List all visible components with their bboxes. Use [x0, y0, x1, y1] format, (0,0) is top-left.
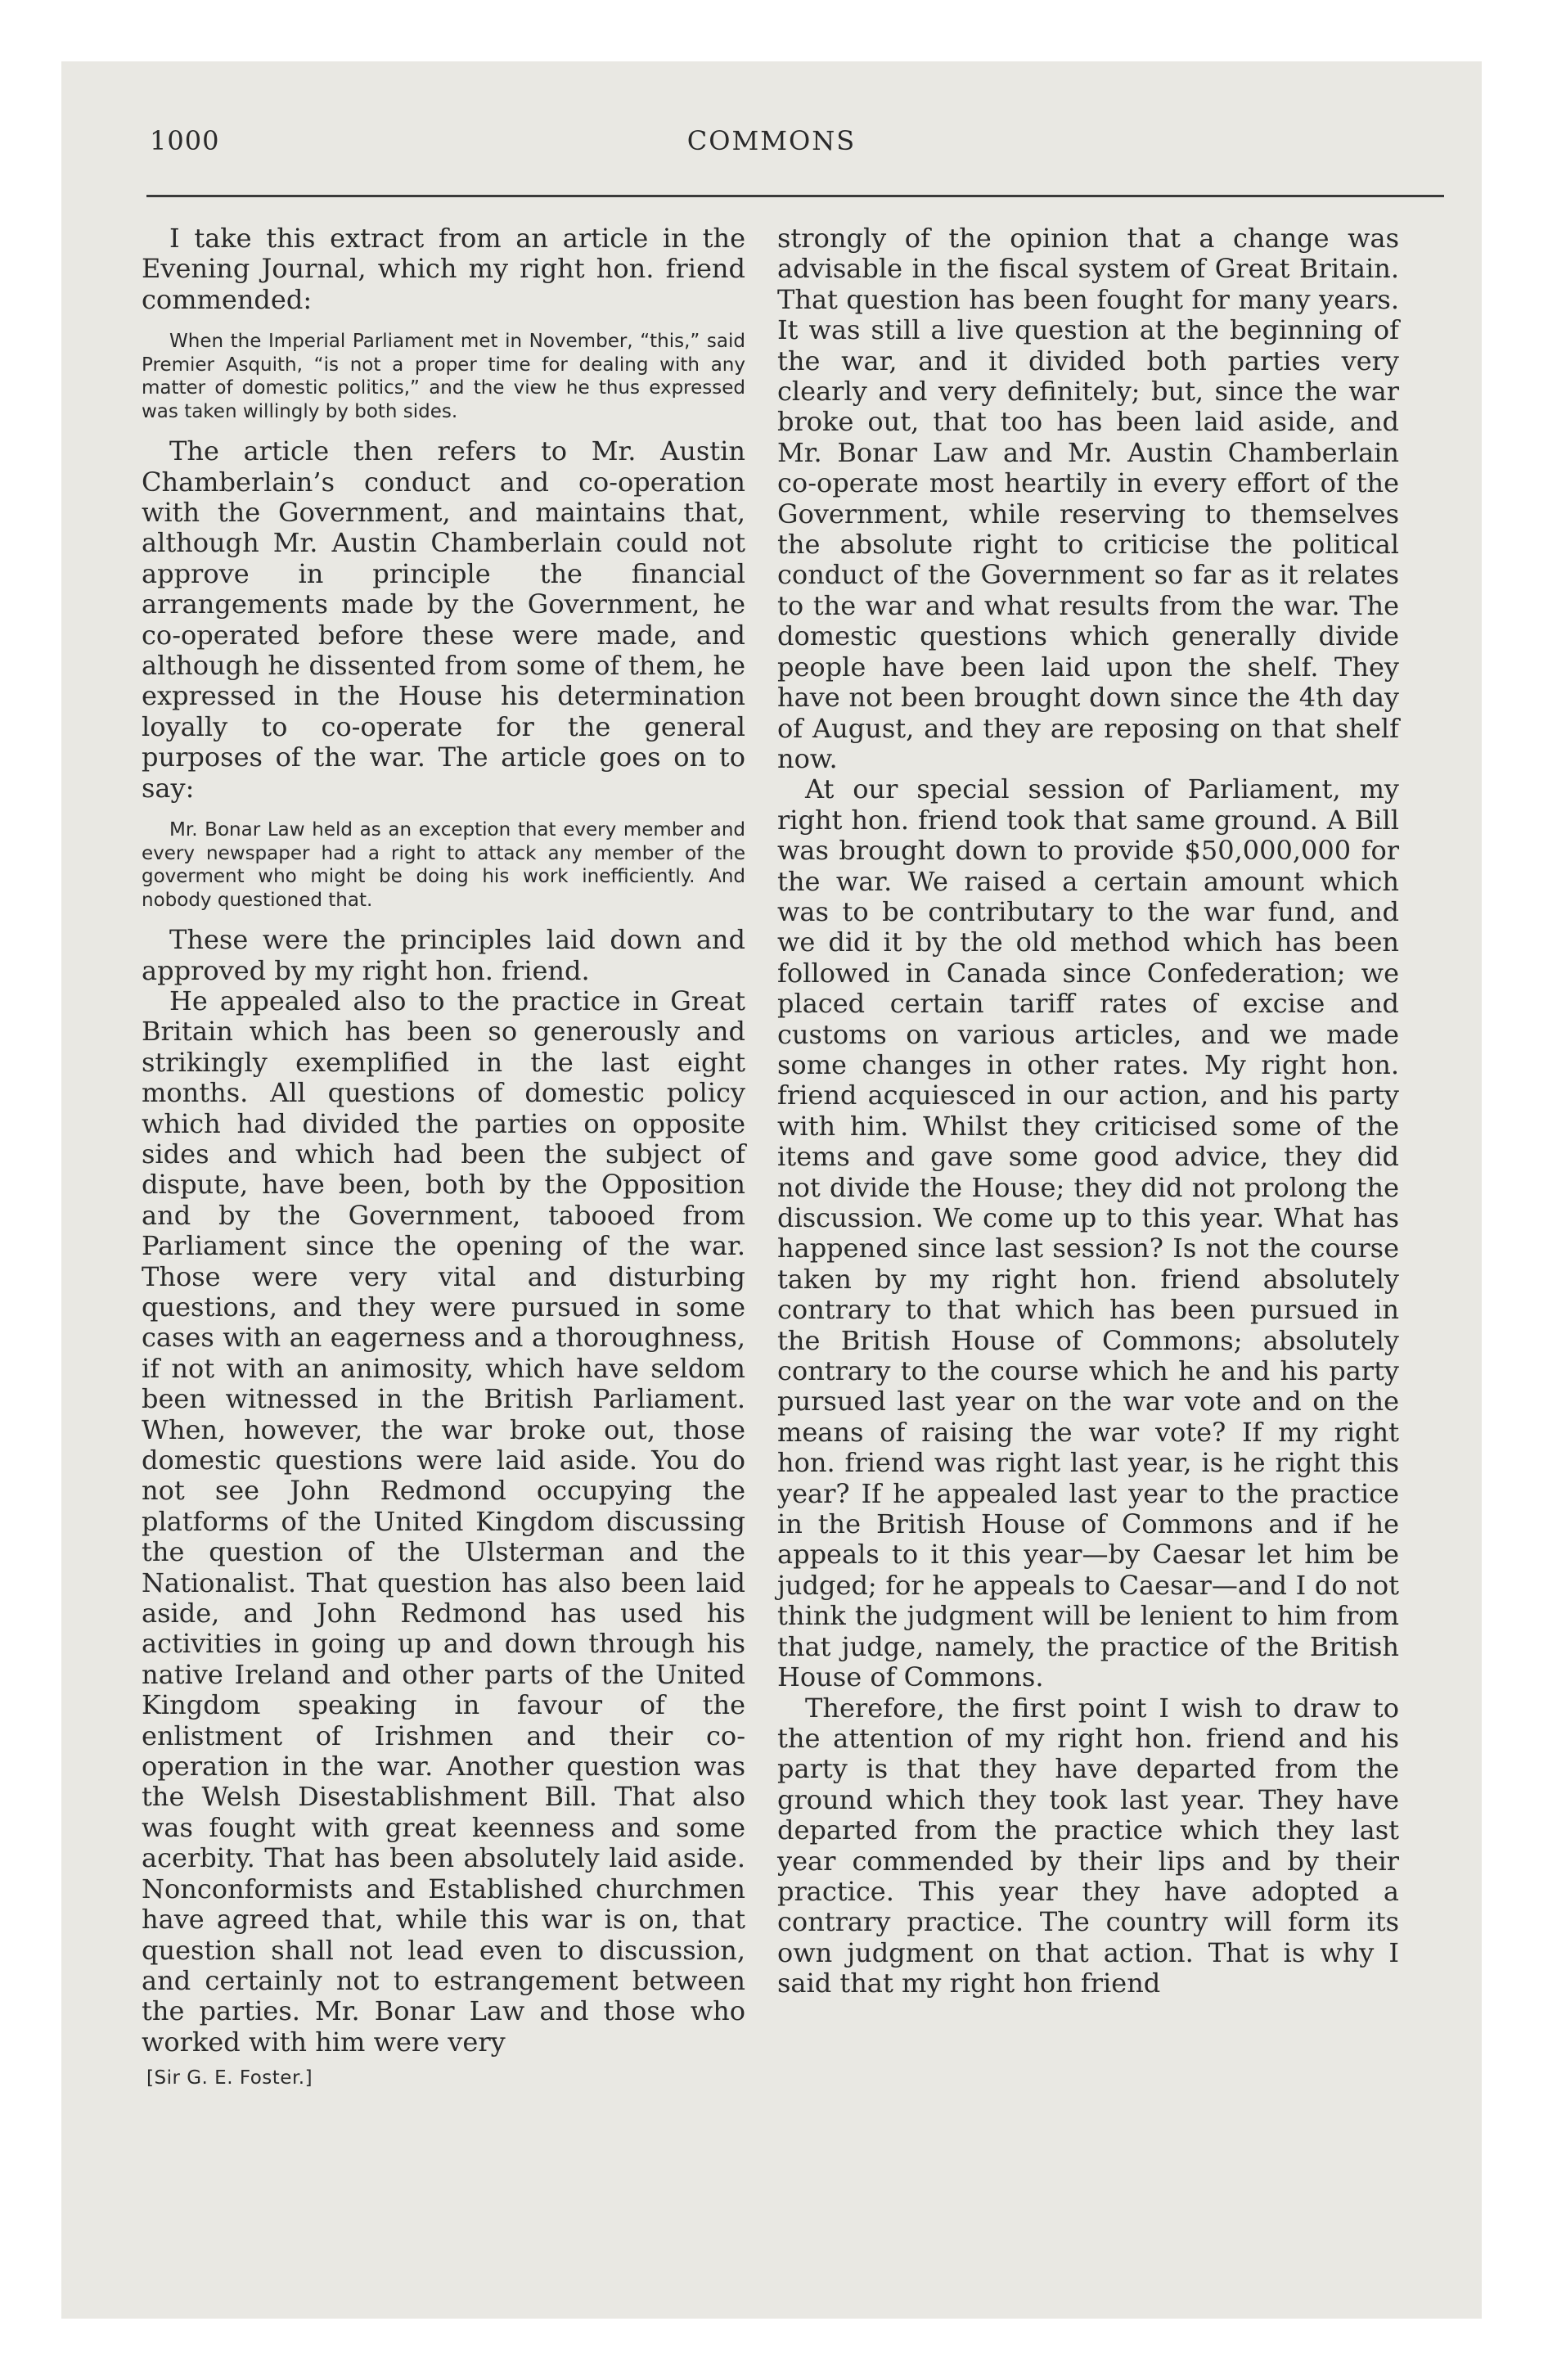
left-column — [142, 223, 745, 2090]
right-column — [777, 223, 1399, 1999]
paragraph: He appealed also to the practice in Great Britain which has been so generously and strikingly exemplified in the last eight months. All questions of domestic policy which had divided the parties on opposite sides and which had been the subject of dispute, have been, both by the Opposition and by the Government, tabooed from Parliament since the opening of the war. Those were very vital and disturbing questions, and they were pursued in some cases with an eagerness and a thoroughness, if not with an animosity, which have seldom been witnessed in the British Parliament. When, however, the war broke out, those domestic questions were laid aside. You do not see John Redmond occupying the platforms of the United Kingdom discussing the question of the Ulsterman and the Nationalist. That question has also been laid aside, and John Redmond has used his activities in going up and down through his native Ireland and other parts of the United Kingdom speaking in favour of the enlistment of Irishmen and their co-operation in the war. Another question was the Welsh Disestablishment Bill. That also was fought with great keenness and some acerbity. That has been absolutely laid aside. Nonconformists and Established churchmen have agreed that, while this war is on, that question shall not lead even to discussion, and certainly not to estrangement between the parties. Mr. Bonar Law and those who worked with him were very — [142, 985, 745, 2058]
paragraph: These were the principles laid down and approved by my right hon. friend. — [142, 924, 745, 986]
paragraph: At our special session of Parliament, my right hon. friend took that same ground. A Bill was brought down to provide $50,000,000 for the war. We raised a certain amount which was to be contributary to the war fund, and we did it by the old method which has been followed in Canada since Confederation; we placed certain tariff rates of excise and customs on various articles, and we made some changes in other rates. My right hon. friend acquiesced in our action, and his party with him. Whilst they criticised some of the items and gave some good advice, they did not divide the House; they did not prolong the discussion. We come up to this year. What has happened since last session? Is not the course taken by my right hon. friend absolutely contrary to that which has been pursued in the British House of Commons; absolutely contrary to the course which he and his party pursued last year on the war vote and on the means of raising the war vote? If my right hon. friend was right last year, is he right this year? If he appealed last year to the practice in the British House of Commons and if he appeals to it this year—by Caesar let him be judged; for he appeals to Caesar—and I do not think the judgment will be lenient to him from that judge, namely, the practice of the British House of Commons. — [777, 773, 1399, 1693]
speaker-attribution: [Sir G. E. Foster.] — [146, 2067, 313, 2089]
block-quote: Mr. Bonar Law held as an exception that every member and every newspaper had a right to attack any member of the goverment who might be doing his work inefficiently. And nobody questioned that. — [142, 819, 745, 911]
paragraph: strongly of the opinion that a change was advisable in the fiscal system of Great Britain. That question has been fought for many years. It was still a live question at the beginning of the war, and it divided both parties very clearly and very definitely; but, since the war broke out, that too has been laid aside, and Mr. Bonar Law and Mr. Austin Chamberlain co-operate most heartily in every effort of the Government, while reserving to themselves the absolute right to criticise the political conduct of the Government so far as it relates to the war and what results from the war. The domestic questions which generally divide people have been laid upon the shelf. They have not been brought down since the 4th day of August, and they are reposing on that shelf now. — [777, 223, 1399, 774]
page-header — [61, 125, 1482, 183]
document-page — [61, 61, 1482, 2319]
paragraph: The article then refers to Mr. Austin Chamberlain’s conduct and co-operation with the Government, and maintains that, although Mr. Austin Chamberlain could not approve in principle the financial arrangements made by the Government, he co-operated before these were made, and although he dissented from some of them, he expressed in the House his determination loyally to co-operate for the general purposes of the war. The article goes on to say: — [142, 435, 745, 804]
paragraph: Therefore, the first point I wish to draw to the attention of my right hon. friend and his party is that they have departed from the ground which they took last year. They have departed from the practice which they last year commended by their lips and by their practice. This year they have adopted a contrary practice. The country will form its own judgment on that action. That is why I said that my right hon friend — [777, 1692, 1399, 1999]
block-quote: When the Imperial Parliament met in November, “this,” said Premier Asquith, “is not a proper time for dealing with any matter of domestic politics,” and the view he thus expressed was taken willingly by both sides. — [142, 331, 745, 422]
paragraph: I take this extract from an article in the Evening Journal, which my right hon. friend commended: — [142, 223, 745, 315]
running-head: COMMONS — [686, 125, 857, 156]
header-rule — [146, 195, 1444, 197]
page-number: 1000 — [150, 125, 220, 156]
